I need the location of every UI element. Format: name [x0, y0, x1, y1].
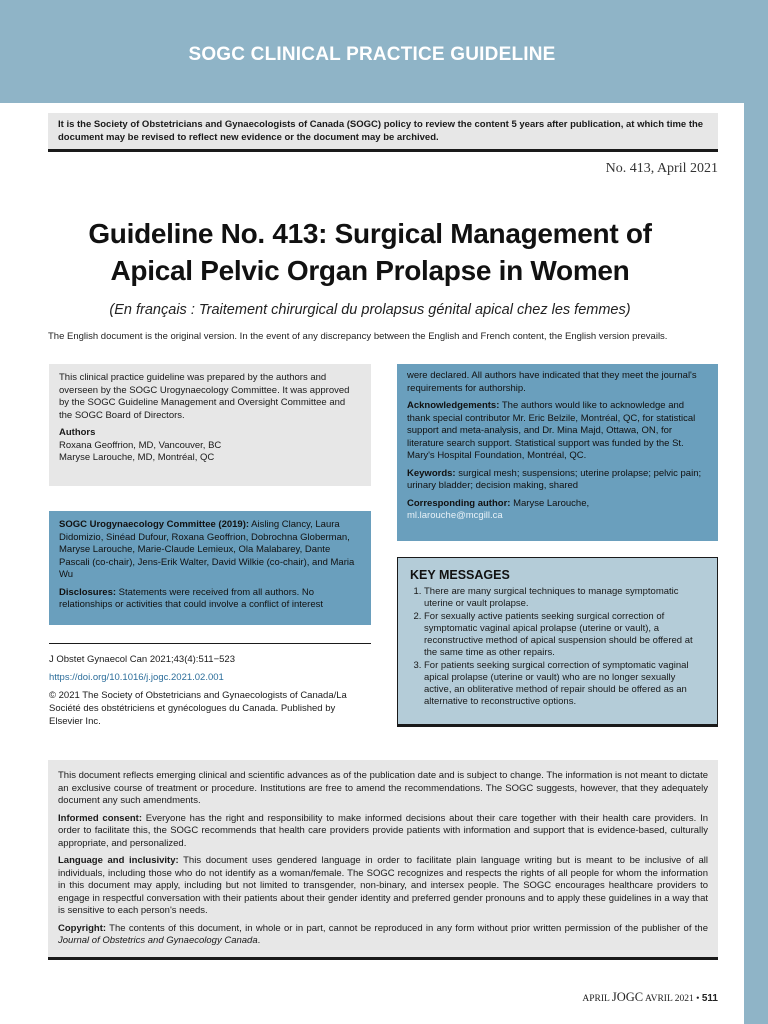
copyright-text: The contents of this document, in whole or in part, cannot be reproduced in any form without prior written permission of the publisher of the: [106, 922, 708, 934]
committee-members: Aisling Clancy, Laura Didomizio, Sinéad Dufour, Roxana Geoffrion, Dobrochna Globerman, Maryse Larouche, Marie-Claude Lemieux, Ola Malabarey, Dante Pascali (co-chair), Jens-Erik Walter, David Wilkie (co-chair), and Maria Wu: [59, 519, 355, 580]
acknowledgements-label: Acknowledgements:: [407, 400, 500, 411]
language-paragraph: [58, 855, 708, 918]
disclosures-text: Statements were received from all authors. No relationships or activities that could involve a conflict of interest: [59, 586, 324, 610]
disclaimer-box: [48, 760, 718, 960]
footer-avril: AVRIL 2021: [644, 994, 694, 1004]
committee-paragraph: [59, 519, 361, 582]
header-band: [0, 0, 744, 103]
keywords-paragraph: [407, 468, 708, 493]
title-line-2: Apical Pelvic Organ Prolapse in Women: [110, 255, 630, 286]
keywords-label: Keywords:: [407, 467, 456, 479]
section-title: SOGC CLINICAL PRACTICE GUIDELINE: [188, 44, 556, 65]
language-text: This document uses gendered language in order to facilitate plain language writing but is meant to be inclusive of all individuals, including those who do not identify as a woman/female. The SOGC recognizes and respects the rights of all people for whom the information in this document may apply, including but not limited to transgender, non-binary, and intersex people. The SOGC encourages healthcare providers to engage in respectful conversation with their patients about their gender identity and preferred gender pronouns and to apply these guidelines in a way that is sensitive to each person's needs.: [58, 855, 708, 916]
keywords-text: surgical mesh; suspensions; uterine prolapse; pelvic pain; urinary bladder; decision making, shared: [407, 467, 702, 491]
side-band: [744, 0, 768, 1024]
author-1: Roxana Geoffrion, MD, Vancouver, BC: [59, 439, 222, 451]
policy-note: It is the Society of Obstetricians and Gynaecologists of Canada (SOGC) policy to review the content 5 years after publication, at which time the document may be revised to reflect new evidence or the document may be archived.: [48, 113, 718, 152]
key-message-item: 2. For sexually active patients seeking surgical correction of symptomatic vaginal apical prolapse (uterine or vault), a reconstructive method of apical suspension should be offered at the same time as other repairs.: [424, 611, 705, 659]
acknowledgements-paragraph: [407, 400, 708, 463]
copyright-label: Copyright:: [58, 922, 107, 934]
key-message-item: 1. There are many surgical techniques to manage symptomatic uterine or vault prolapse.: [424, 586, 705, 610]
disclosures-continued: were declared. All authors have indicated that they meet the journal's requirements for authorship.: [407, 370, 697, 394]
disclosures-label: Disclosures:: [59, 586, 117, 598]
corresponding-author-paragraph: [407, 498, 708, 523]
acknowledgements-text: The authors would like to acknowledge and thank special contributor Mr. Eric Belzile, Montréal, QC, for statistical support and meta-analysis, and Dr. Mina Majd, Ottawa, ON, for literature search support. Statistical support was funded by the St. Mary's Hospital Foundation, Montréal, QC.: [407, 400, 696, 461]
corresponding-author-name: Maryse Larouche,: [510, 497, 590, 509]
preparation-box: [49, 364, 371, 486]
doi-link[interactable]: https://doi.org/10.1016/j.jogc.2021.02.001: [49, 672, 224, 683]
page-title: [30, 215, 710, 289]
page-number: 511: [701, 993, 718, 1004]
authors-heading: Authors: [59, 427, 96, 438]
informed-consent-text: Everyone has the right and responsibility to make informed decisions about their care together with their health care providers. In order to facilitate this, the SOGC recommends that health care providers provide patients with information and support that is evidence-based, culturally appropriate, and personalized.: [58, 812, 708, 849]
page-footer: [582, 990, 718, 1005]
journal-citation: J Obstet Gynaecol Can 2021;43(4):511−523: [49, 654, 235, 665]
acknowledgements-box: [397, 364, 718, 541]
language-label: Language and inclusivity:: [58, 855, 179, 866]
committee-box: [49, 511, 371, 625]
key-messages-list: [410, 586, 705, 708]
corresponding-author-email-link[interactable]: ml.larouche@mcgill.ca: [407, 510, 503, 521]
citation-block: [49, 643, 371, 733]
disclosures-paragraph: [59, 587, 361, 612]
key-messages-box: [397, 557, 718, 727]
copyright-paragraph: [58, 923, 708, 948]
copyright-end: .: [257, 935, 261, 946]
original-version-note: The English document is the original version. In the event of any discrepancy between the English and French content, the English version prevails.: [48, 331, 668, 342]
footer-bullet: •: [696, 994, 700, 1004]
issue-number: No. 413, April 2021: [605, 161, 718, 176]
key-message-item: 3. For patients seeking surgical correction of symptomatic vaginal apical prolapse (uterine or vault) who are no longer sexually active, an obliterative method of repair should be offered as an alternative to reconstructive options.: [424, 660, 705, 708]
footer-journal: JOGC: [611, 990, 644, 1004]
informed-consent-paragraph: [58, 813, 708, 851]
copyright-notice: © 2021 The Society of Obstetricians and Gynaecologists of Canada/La Société des obstétriciens et gynécologues du Canada. Published by Elsevier Inc.: [49, 690, 347, 727]
french-title: (En français : Traitement chirurgical du prolapsus génital apical chez les femmes): [109, 302, 631, 318]
footer-april: APRIL: [582, 994, 610, 1004]
corresponding-author-label: Corresponding author:: [407, 497, 511, 509]
journal-name: Journal of Obstetrics and Gynaecology Canada: [58, 935, 258, 946]
author-2: Maryse Larouche, MD, Montréal, QC: [59, 452, 215, 463]
preparation-text: This clinical practice guideline was prepared by the authors and overseen by the SOGC Urogynaecology Committee. It was approved by the SOGC Guideline Management and Oversight Committee and the SOGC Board of Directors.: [59, 372, 350, 421]
informed-consent-label: Informed consent:: [58, 812, 142, 824]
disclaimer-intro: This document reflects emerging clinical and scientific advances as of the publication date and is subject to change. The information is not meant to dictate an exclusive course of treatment or procedure. Institutions are free to amend the recommendations. The SOGC suggests, however, that they adequately document any such amendments.: [58, 770, 708, 806]
title-line-1: Guideline No. 413: Surgical Management of: [88, 218, 652, 249]
key-messages-heading: KEY MESSAGES: [410, 568, 510, 582]
committee-label: SOGC Urogynaecology Committee (2019):: [59, 519, 250, 530]
